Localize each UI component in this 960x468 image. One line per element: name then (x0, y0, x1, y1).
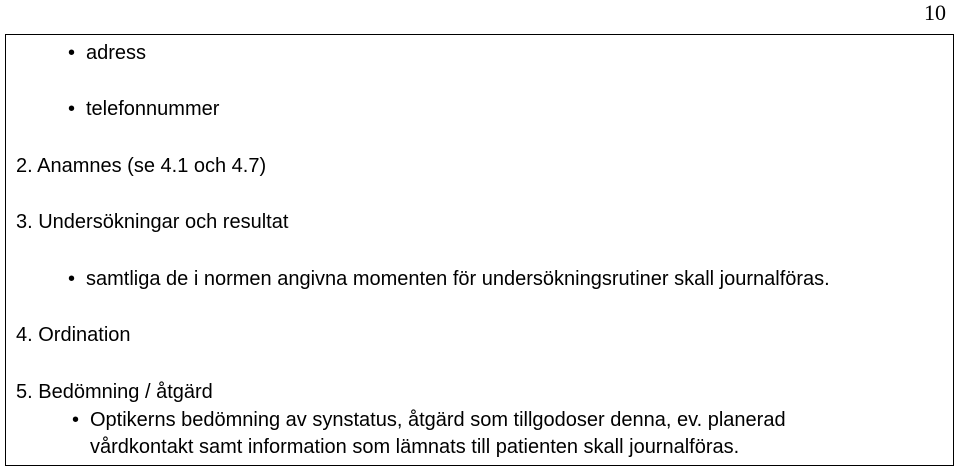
section-heading-bedomning: 5. Bedömning / åtgärd (16, 381, 213, 403)
list-item-telefonnummer: telefonnummer (86, 98, 220, 120)
section-heading-anamnes: 2. Anamnes (se 4.1 och 4.7) (16, 155, 267, 177)
list-item-optikerns-line2: vårdkontakt samt information som lämnats till patienten skall journalföras. (90, 436, 740, 458)
section-heading-ordination: 4. Ordination (16, 324, 131, 346)
bullet-icon (68, 41, 75, 65)
bullet-icon (68, 267, 75, 291)
page-number: 10 (924, 0, 946, 25)
list-item-adress: adress (86, 42, 147, 64)
list-item-optikerns-line1: Optikerns bedömning av synstatus, åtgärd som tillgodoser denna, ev. planerad (90, 409, 786, 431)
bullet-icon (72, 408, 79, 432)
section-heading-undersokningar: 3. Undersökningar och resultat (16, 211, 289, 233)
list-item-samtliga: samtliga de i normen angivna momenten för undersökningsrutiner skall journalföras. (86, 268, 830, 290)
bullet-icon (68, 97, 75, 121)
